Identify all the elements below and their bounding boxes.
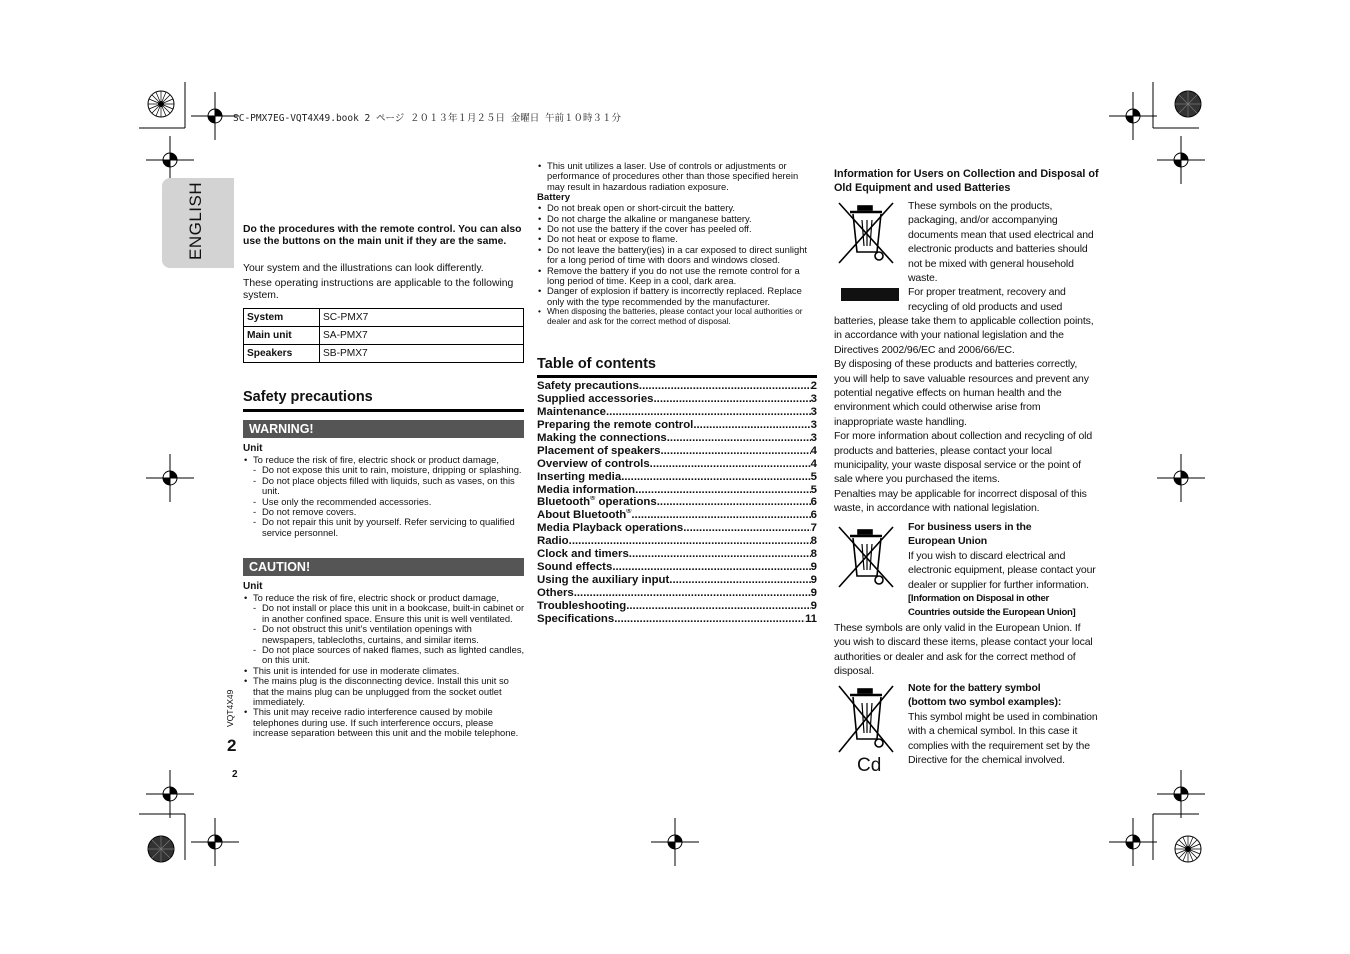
text-line: environment which could otherwise arise from	[834, 401, 1041, 414]
toc-entry-title-main: Bluetooth	[537, 496, 591, 509]
warning-intro: To reduce the risk of fire, electric shock or product damage,	[253, 454, 499, 465]
page-number-small: 2	[232, 769, 238, 780]
battery-disposal-note: • When disposing the batteries, please contact your local authorities or dealer and ask for the correct method of disposal.	[537, 307, 817, 326]
toc-entry-title: Safety precautions	[537, 380, 639, 392]
toc-entry[interactable]	[537, 587, 817, 600]
toc-entry-title	[537, 496, 657, 509]
table-row	[244, 309, 524, 327]
toc-entry-title: Inserting media	[537, 470, 622, 483]
text-line: Directives 2002/96/EC and 2006/66/EC.	[834, 343, 1015, 356]
toc-entry[interactable]	[537, 561, 817, 574]
toc-entry-title: Troubleshooting	[537, 599, 627, 612]
toc-entry-page: 5	[810, 483, 817, 496]
toc-entry[interactable]	[537, 380, 817, 393]
registration-crosshair-mark	[146, 454, 194, 502]
list-item: - Do not place sources of naked flames, such as lighted candles, on this unit.	[253, 645, 525, 666]
text-line: with a chemical symbol. In this case it	[908, 725, 1078, 738]
bin-underline-bar	[841, 288, 899, 301]
text-line: packaging, and/or accompanying	[908, 214, 1058, 227]
toc-entry-page: 9	[810, 599, 817, 612]
text-line: potential negative effects on human health and the	[834, 387, 1062, 400]
model-code-vertical: VQT4X49	[225, 689, 235, 727]
text-line: waste, in accordance with national legislation.	[834, 502, 1040, 515]
business-users-text	[908, 520, 1108, 621]
text-line: electronic products and batteries should	[908, 243, 1088, 256]
list-item	[243, 455, 525, 538]
registration-crosshair-mark	[191, 92, 239, 140]
list-item: • This unit may receive radio interference caused by mobile telephones during use. If such interference occurs, please increase separation between this unit and the mobile telephone.	[243, 707, 525, 738]
text-line: For more information about collection and recycling of old	[834, 430, 1093, 443]
list-item: - Do not repair this unit by yourself. Refer servicing to qualified service personnel.	[253, 517, 525, 538]
list-item: • Remove the battery if you do not use the remote control for a long period of time. Keep in a cool, dark area.	[537, 266, 817, 287]
toc-rule	[537, 375, 817, 378]
table-cell-value: SC-PMX7	[320, 309, 524, 327]
caution-list	[243, 593, 525, 739]
text-line: For proper treatment, recovery and	[908, 286, 1066, 299]
page-number-large: 2	[227, 736, 237, 755]
list-item: - Do not install or place this unit in a bookcase, built-in cabinet or in another confined space. Ensure this unit is well ventilated.	[253, 603, 525, 624]
text-line: you wish to discard these items, please contact your local	[834, 636, 1093, 649]
toc-entry[interactable]	[537, 522, 817, 535]
toc-entry-title: Clock and timers	[537, 548, 629, 561]
toc-entry[interactable]	[537, 471, 817, 484]
registration-crosshair-mark	[1109, 818, 1157, 866]
list-item	[243, 593, 525, 666]
battery-label: Battery	[537, 192, 571, 204]
toc-entry-title-main: About Bluetooth	[537, 509, 627, 522]
toc-entry-page: 6	[810, 509, 817, 522]
toc-entry-page: 3	[810, 418, 817, 431]
business-users-title: European Union	[908, 535, 987, 548]
registration-crosshair-mark	[146, 136, 194, 184]
toc-entry[interactable]	[537, 432, 817, 445]
toc-entry-page: 4	[810, 444, 817, 457]
intro-remote-note: Do the procedures with the remote control. You can also use the buttons on the main unit if they are the same.	[243, 224, 522, 247]
toc-entry-title	[537, 509, 631, 522]
toc-entry-title: Placement of speakers	[537, 444, 661, 457]
warning-list	[243, 455, 525, 538]
toc-entry-page: 9	[810, 574, 817, 587]
toc-entry[interactable]	[537, 406, 817, 419]
toc-entry-page: 8	[810, 548, 817, 561]
text-line: dealer or supplier for further information.	[908, 578, 1089, 591]
registration-crosshair-mark	[146, 770, 194, 818]
toc-entry[interactable]	[537, 600, 817, 613]
intro-applicable-note: These operating instructions are applicable to the following system.	[243, 278, 514, 301]
intro-illustration-note: Your system and the illustrations can look differently.	[243, 263, 484, 274]
registered-mark: ®	[590, 496, 596, 503]
text-line: municipality, your waste disposal service or the point of	[834, 459, 1081, 472]
toc-entry-title: Using the auxiliary input	[537, 574, 670, 587]
outside-eu-title: [Information on Disposal in other	[908, 593, 1049, 605]
battery-symbol-title: (bottom two symbol examples):	[908, 696, 1062, 709]
warning-heading: WARNING!	[243, 420, 524, 438]
list-item: • Do not break open or short-circuit the battery.	[537, 203, 817, 213]
toc-entry[interactable]	[537, 509, 817, 522]
section-rule	[243, 409, 524, 412]
table-cell-value: SB-PMX7	[320, 345, 524, 363]
list-item: - Do not remove covers.	[253, 507, 525, 517]
toc-entry-title: Sound effects	[537, 561, 613, 574]
list-item: - Do not expose this unit to rain, moisture, dripping or splashing.	[253, 465, 525, 475]
text-line: These symbols are only valid in the European Union. If	[834, 622, 1081, 634]
outside-eu-title: Countries outside the European Union]	[908, 607, 1076, 619]
toc-entry-page: 3	[810, 405, 817, 418]
toc-entry-title: Making the connections	[537, 431, 667, 444]
toc-entry[interactable]	[537, 613, 817, 626]
caution-heading: CAUTION!	[243, 558, 524, 576]
table-cell-value: SA-PMX7	[320, 327, 524, 345]
table-row	[244, 345, 524, 363]
toc-entry-title: Media Playback operations	[537, 522, 684, 535]
toc-entry[interactable]	[537, 484, 817, 497]
toc-entry[interactable]	[537, 535, 817, 548]
table-cell-label: Speakers	[244, 345, 320, 363]
text-line: Penalties may be applicable for incorrect disposal of this	[834, 487, 1087, 500]
caution-intro: To reduce the risk of fire, electric shock or product damage,	[253, 592, 499, 603]
caution-unit-label: Unit	[243, 581, 263, 592]
toc-entry-title: Supplied accessories	[537, 392, 654, 405]
toc-title: Table of contents	[537, 356, 656, 372]
text-line: documents mean that used electrical and	[908, 228, 1094, 241]
laser-note: • This unit utilizes a laser. Use of controls or adjustments or performance of procedures other than those specified herein may result in hazardous radiation exposure.	[537, 161, 817, 192]
safety-title: Safety precautions	[243, 389, 373, 405]
toc-entry[interactable]	[537, 419, 817, 432]
registration-crosshair-mark	[1157, 136, 1205, 184]
toc-entry-title: Radio	[537, 535, 569, 548]
list-item: • Do not charge the alkaline or manganese battery.	[537, 214, 817, 224]
text-line: disposal.	[834, 665, 875, 678]
toc-entry-page: 4	[810, 457, 817, 470]
text-line: authorities or dealer and ask for the correct method of	[834, 650, 1076, 663]
toc-entry-page: 7	[810, 522, 817, 535]
toc-entry[interactable]	[537, 574, 817, 587]
list-item: • Do not heat or expose to flame.	[537, 234, 817, 244]
chemical-symbol-label: Cd	[857, 755, 882, 776]
list-item: • This unit is intended for use in moderate climates.	[243, 666, 525, 676]
text-line: batteries, please take them to applicable collection points,	[834, 315, 1094, 327]
list-item: • Do not leave the battery(ies) in a car exposed to direct sunlight for a long period of time with doors and windows closed.	[537, 245, 817, 266]
toc-entry-title: Maintenance	[537, 405, 606, 418]
text-line: recycling of old products and used	[908, 300, 1063, 313]
table-cell-label: Main unit	[244, 327, 320, 345]
list-item: • The mains plug is the disconnecting device. Install this unit so that the mains plug can be unplugged from the socket outlet immediately.	[243, 676, 525, 707]
list-item: - Do not obstruct this unit’s ventilation openings with newspapers, tablecloths, curtains, and similar items.	[253, 624, 525, 645]
laser-and-battery-notes	[537, 161, 817, 326]
list-item: • Danger of explosion if battery is incorrectly replaced. Replace only with the type recommended by the manufacturer.	[537, 286, 817, 307]
table-cell-label: System	[244, 309, 320, 327]
disposal-details-text	[834, 314, 1106, 516]
registration-sunburst-mark	[1173, 89, 1203, 119]
text-line: waste.	[908, 272, 938, 285]
crossed-out-battery-bin-icon	[835, 683, 897, 755]
toc-entry-page: 3	[810, 431, 817, 444]
toc-entry-page: 5	[810, 470, 817, 483]
text-line: you will help to save valuable resources and prevent any	[834, 372, 1089, 385]
toc-entry[interactable]	[537, 496, 817, 509]
registration-crosshair-mark	[1157, 454, 1205, 502]
toc-entry-page: 6	[810, 496, 817, 509]
toc-entry[interactable]	[537, 548, 817, 561]
toc-entry-title: Specifications	[537, 612, 615, 625]
battery-symbol-text	[908, 681, 1108, 767]
registration-sunburst-mark	[146, 834, 176, 864]
toc-entry-page: 9	[810, 561, 817, 574]
language-tab	[162, 178, 234, 268]
toc-entry-page: 11	[804, 612, 817, 625]
table-row	[244, 327, 524, 345]
registered-mark: ®	[626, 509, 632, 516]
text-line: in accordance with your national legislation and the	[834, 329, 1064, 342]
toc-entry-title-rest: operations	[595, 496, 657, 509]
toc-entry-page: 2	[810, 380, 817, 392]
text-line: Directive for the chemical involved.	[908, 754, 1065, 767]
text-line: not be mixed with general household	[908, 257, 1074, 270]
text-line: complies with the requirement set by the	[908, 739, 1090, 752]
battery-symbol-title: Note for the battery symbol	[908, 682, 1041, 694]
toc-entry-title: Media information	[537, 483, 636, 496]
crossed-out-wheelie-bin-icon	[835, 200, 897, 266]
toc-entry-page: 8	[810, 535, 817, 548]
toc-entry-title: Overview of controls	[537, 457, 650, 470]
business-users-title: For business users in the	[908, 521, 1032, 533]
list-item: - Do not place objects filled with liquids, such as vases, on this unit.	[253, 476, 525, 497]
registration-crosshair-mark	[191, 818, 239, 866]
crossed-out-wheelie-bin-icon	[835, 524, 897, 590]
text-line: inappropriate waste handling.	[834, 415, 967, 428]
warning-unit-label: Unit	[243, 443, 263, 454]
toc-entry-title: Preparing the remote control	[537, 418, 694, 431]
disposal-symbols-text	[908, 199, 1108, 314]
text-line: sale where you purchased the items.	[834, 473, 1000, 486]
toc-entry-page: 3	[810, 392, 817, 405]
print-file-header: SC-PMX7EG-VQT4X49.book 2 ページ ２０１３年１月２５日 金曜日 午前１０時３１分	[233, 113, 621, 124]
text-line: This symbol might be used in combination	[908, 710, 1098, 723]
registration-sunburst-mark	[1173, 834, 1203, 864]
text-line: products and batteries, please contact your local	[834, 444, 1052, 457]
text-line: By disposing of these products and batteries correctly,	[834, 358, 1078, 371]
toc-entry[interactable]	[537, 393, 817, 406]
outside-eu-text	[834, 621, 1106, 679]
registration-sunburst-mark	[146, 89, 176, 119]
list-item: • Do not use the battery if the cover has peeled off.	[537, 224, 817, 234]
text-line: These symbols on the products,	[908, 200, 1053, 212]
toc-entry-page: 9	[810, 587, 817, 599]
list-item: - Use only the recommended accessories.	[253, 497, 525, 507]
toc-entry[interactable]	[537, 445, 817, 458]
text-line: If you wish to discard electrical and	[908, 549, 1066, 562]
disposal-title: Information for Users on Collection and Disposal of Old Equipment and used Batteries	[834, 168, 1099, 194]
toc-entry-title: Others	[537, 587, 574, 599]
table-of-contents	[537, 380, 817, 626]
registration-crosshair-mark	[651, 818, 699, 866]
registration-crosshair-mark	[1157, 770, 1205, 818]
registration-crosshair-mark	[1109, 92, 1157, 140]
system-models-table	[243, 308, 524, 363]
language-tab-label: ENGLISH	[186, 181, 205, 260]
text-line: electronic equipment, please contact your	[908, 564, 1096, 577]
toc-entry[interactable]	[537, 458, 817, 471]
